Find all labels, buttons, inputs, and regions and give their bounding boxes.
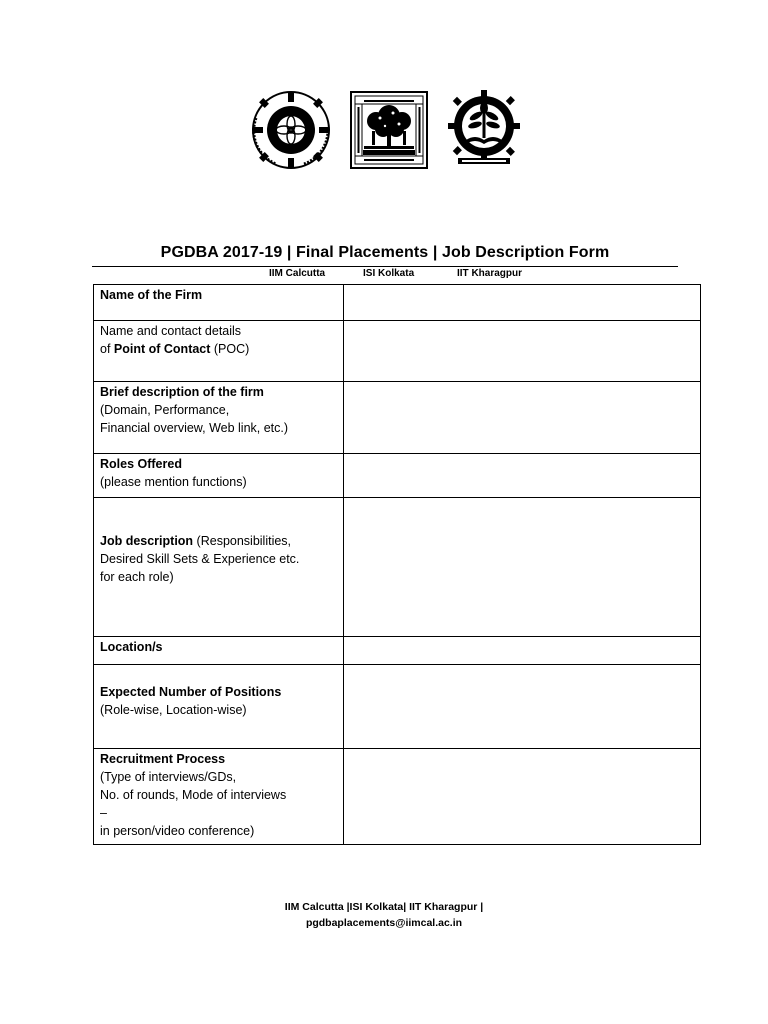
label-job-description-title: Job description	[100, 534, 194, 548]
label-job-description-line2: Desired Skill Sets & Experience etc.	[100, 552, 300, 566]
row-firm-name	[94, 285, 701, 321]
label-poc-suffix: (POC)	[210, 342, 250, 356]
label-positions	[94, 665, 344, 749]
row-location	[94, 637, 701, 665]
label-job-description-line1	[100, 532, 337, 550]
label-recruitment-process	[94, 749, 344, 845]
field-poc[interactable]	[344, 321, 701, 382]
label-recruitment-line5: in person/video conference)	[100, 824, 255, 838]
iit-kharagpur-logo-icon	[444, 88, 524, 170]
label-roles-offered-title: Roles Offered	[100, 457, 182, 471]
footer	[0, 899, 768, 931]
label-roles-offered-line2: (please mention functions)	[100, 475, 247, 489]
label-poc-line1: Name and contact details	[100, 324, 242, 338]
field-location[interactable]	[344, 637, 701, 665]
label-poc-line2	[100, 340, 337, 358]
label-location-title: Location/s	[100, 640, 163, 654]
label-firm-description-title: Brief description of the firm	[100, 385, 264, 399]
label-recruitment-line4: –	[100, 806, 107, 820]
label-job-description-suffix: (Responsibilities,	[193, 534, 292, 548]
form-title: PGDBA 2017-19 | Final Placements | Job Description Form	[160, 244, 610, 261]
field-firm-description[interactable]	[344, 382, 701, 454]
caption-isi-kolkata: ISI Kolkata	[363, 268, 415, 279]
label-positions-line2: (Role-wise, Location-wise)	[100, 703, 247, 717]
iim-calcutta-logo-icon	[246, 88, 336, 172]
label-firm-description	[94, 382, 344, 454]
row-job-description	[94, 498, 701, 637]
label-recruitment-title: Recruitment Process	[100, 752, 226, 766]
label-firm-name-text: Name of the Firm	[100, 288, 203, 302]
row-roles-offered	[94, 454, 701, 498]
label-job-description-line3: for each role)	[100, 570, 174, 584]
label-recruitment-line3: No. of rounds, Mode of interviews	[100, 788, 287, 802]
label-poc-bold: Point of Contact	[113, 342, 211, 356]
field-job-description[interactable]	[344, 498, 701, 637]
label-positions-title: Expected Number of Positions	[100, 685, 282, 699]
label-firm-description-line3: Financial overview, Web link, etc.)	[100, 421, 289, 435]
field-recruitment-process[interactable]	[344, 749, 701, 845]
field-positions[interactable]	[344, 665, 701, 749]
row-poc	[94, 321, 701, 382]
field-roles-offered[interactable]	[344, 454, 701, 498]
label-recruitment-line2: (Type of interviews/GDs,	[100, 770, 237, 784]
footer-institutes: IIM Calcutta |ISI Kolkata| IIT Kharagpur |	[284, 901, 484, 913]
label-firm-name	[94, 285, 344, 321]
footer-email-link[interactable]: pgdbaplacements@iimcal.ac.in	[305, 917, 463, 929]
label-poc-prefix: of	[100, 342, 114, 356]
label-firm-description-line2: (Domain, Performance,	[100, 403, 230, 417]
job-description-form-table	[93, 284, 701, 845]
row-firm-description	[94, 382, 701, 454]
caption-iim-calcutta: IIM Calcutta	[269, 268, 326, 279]
label-roles-offered	[94, 454, 344, 498]
field-firm-name[interactable]	[344, 285, 701, 321]
row-recruitment-process	[94, 749, 701, 845]
label-location	[94, 637, 344, 665]
caption-iit-kharagpur: IIT Kharagpur	[457, 268, 523, 279]
isi-kolkata-logo-icon	[350, 91, 428, 169]
title-underline	[92, 266, 678, 267]
row-positions	[94, 665, 701, 749]
label-job-description	[94, 498, 344, 637]
label-poc	[94, 321, 344, 382]
